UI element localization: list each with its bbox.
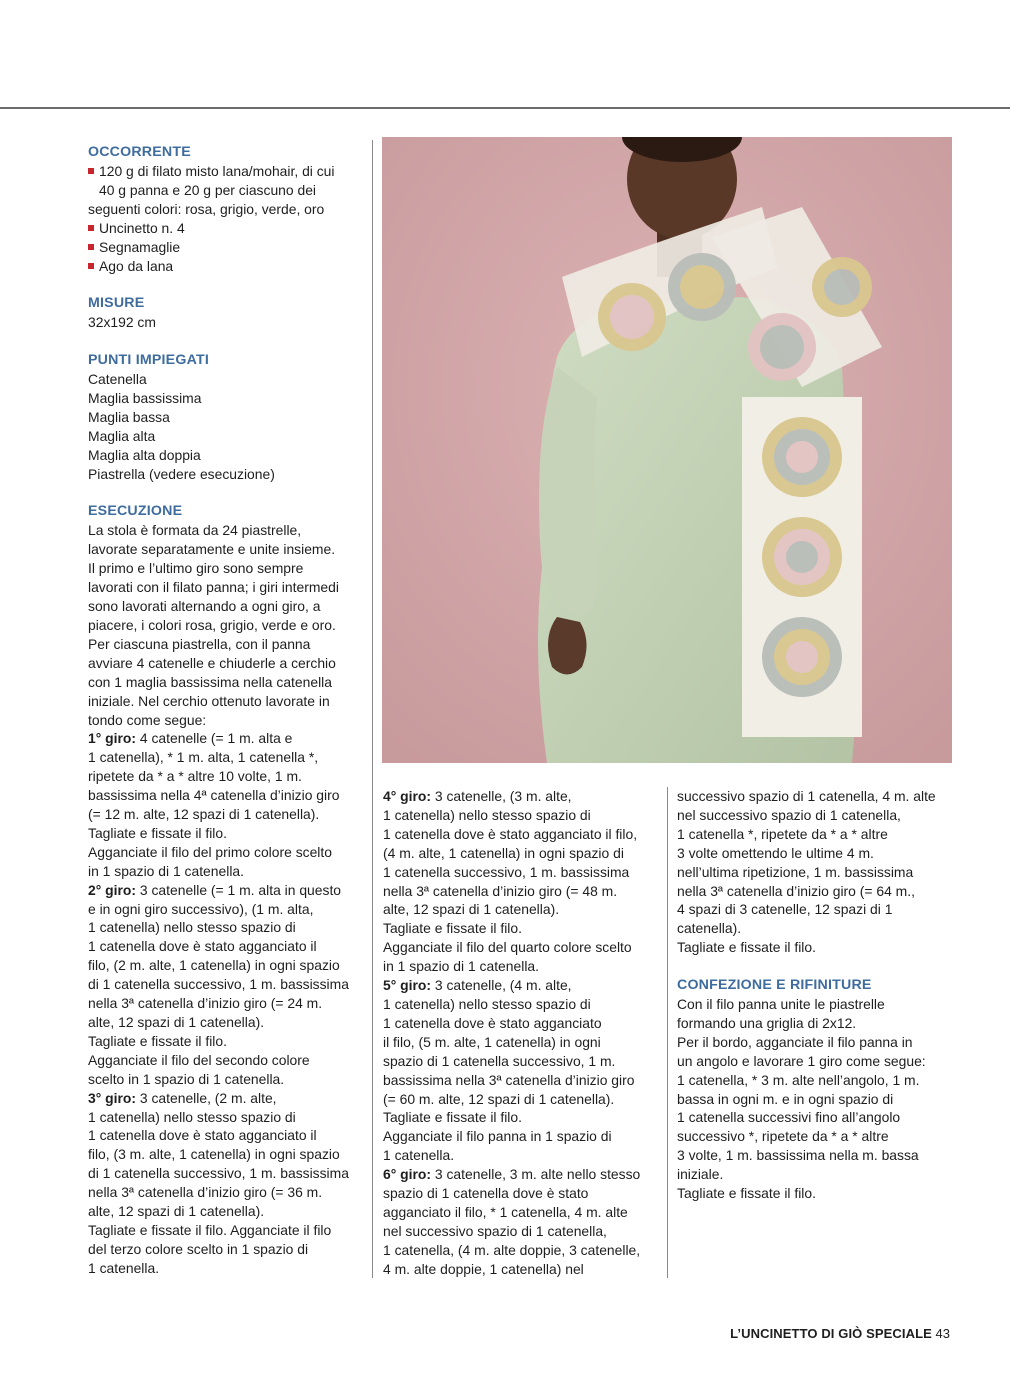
stitch-item: Maglia alta doppia	[88, 446, 201, 463]
text-line: 3 catenelle, 3 m. alte nello stesso	[431, 1166, 641, 1183]
stitch-item: Maglia alta	[88, 427, 156, 444]
text-line: Agganciate il filo del quarto colore scelto	[383, 939, 632, 956]
text-line: 1 catenella dove è stato agganciato il	[88, 1127, 317, 1144]
text-line: piacere, i colori rosa, grigio, verde e oro.	[88, 616, 336, 633]
stitch-item: Maglia bassissima	[88, 390, 202, 407]
text-line: formando una griglia di 2x12.	[677, 1014, 857, 1031]
text-line: Agganciate il filo panna in 1 spazio di	[383, 1128, 612, 1145]
text-line: avviare 4 catenelle e chiuderle a cerchio	[88, 654, 336, 671]
text-line: un angolo e lavorare 1 giro come segue:	[677, 1052, 926, 1069]
text-line: 1 catenella dove è stato agganciato il	[88, 938, 317, 955]
text-line: Tagliate e fissate il filo. Agganciate il filo	[88, 1221, 332, 1238]
text-line: (= 12 m. alte, 12 spazi di 1 catenella).	[88, 806, 320, 823]
text-line: 3 catenelle, (3 m. alte,	[431, 788, 572, 804]
text-line: 1 catenella) nello stesso spazio di	[383, 806, 591, 823]
text-line: nel successivo spazio di 1 catenella,	[677, 806, 901, 823]
text-line: 1 catenella, * 3 m. alte nell’angolo, 1 m.	[677, 1071, 920, 1088]
text-line: 1 catenella successivo, 1 m. bassissima	[383, 863, 630, 880]
heading-confezione: CONFEZIONE E RIFINITURE	[677, 977, 872, 994]
text-line: di 1 catenella successivo, 1 m. bassissima	[88, 1165, 349, 1182]
heading-occorrente: OCCORRENTE	[88, 144, 191, 160]
text-line: alte, 12 spazi di 1 catenella).	[88, 1014, 265, 1031]
text-line: Il primo e l’ultimo giro sono sempre	[88, 560, 304, 577]
text-line: Per il bordo, agganciate il filo panna in	[677, 1033, 913, 1050]
heading-esecuzione: ESECUZIONE	[88, 503, 183, 520]
text-line: Tagliate e fissate il filo.	[88, 824, 227, 841]
text-line: lavorati con il filato panna; i giri intermedi	[88, 579, 339, 596]
text-line: bassa in ogni m. e in ogni spazio di	[677, 1090, 894, 1107]
text-line: di 1 catenella successivo, 1 m. bassissima	[88, 976, 349, 993]
stitch-item: Maglia bassa	[88, 408, 170, 425]
heading-misure: MISURE	[88, 295, 145, 312]
text-line: successivo *, ripetete da * a * altre	[677, 1128, 889, 1145]
text-line: Agganciate il filo del secondo colore	[88, 1051, 310, 1068]
text-line: sono lavorati alternando a ogni giro, a	[88, 598, 321, 615]
column-right	[677, 787, 955, 1203]
text-line: 1 catenella successivi fino all’angolo	[677, 1109, 901, 1126]
round-3-label: 3° giro:	[88, 1089, 137, 1106]
text-line: (4 m. alte, 1 catenella) in ogni spazio di	[383, 844, 624, 861]
model-photo	[382, 137, 952, 763]
text-line: bassissima nella 3ª catenella d’inizio giro	[383, 1071, 635, 1088]
text-line: Tagliate e fissate il filo.	[383, 920, 522, 937]
text-line: agganciato il filo, * 1 catenella, 4 m. alte	[383, 1203, 628, 1220]
column-divider	[667, 787, 668, 1278]
text-line: nella 3ª catenella d’inizio giro (= 48 m.	[383, 882, 618, 899]
text-line: 4 spazi di 3 catenelle, 12 spazi di 1	[677, 901, 893, 918]
text-line: La stola è formata da 24 piastrelle,	[88, 522, 302, 539]
text-line: alte, 12 spazi di 1 catenella).	[383, 901, 560, 918]
text-line: del terzo colore scelto in 1 spazio di	[88, 1240, 309, 1257]
text-line: 1 catenella dove è stato agganciato il filo,	[383, 825, 638, 842]
text-line: Tagliate e fissate il filo.	[677, 1185, 816, 1202]
round-1-line	[88, 729, 366, 748]
text-line: nella 3ª catenella d’inizio giro (= 36 m.	[88, 1184, 323, 1201]
text-line: 1 catenella), * 1 m. alta, 1 catenella *,	[88, 749, 319, 766]
page-footer	[700, 1326, 950, 1342]
text-line: 3 catenelle, (2 m. alte,	[136, 1089, 277, 1106]
text-line: lavorate separatamente e unite insieme.	[88, 541, 336, 558]
round-5-label: 5° giro:	[383, 977, 432, 994]
text-line: bassissima nella 4ª catenella d’inizio giro	[88, 787, 340, 804]
text-line: 4 catenelle (= 1 m. alta e	[136, 730, 293, 747]
round-6-line	[383, 1165, 661, 1184]
column-left	[88, 143, 366, 1278]
round-6-label: 6° giro:	[383, 1166, 432, 1183]
text-line: e in ogni giro successivo), (1 m. alta,	[88, 900, 314, 917]
text-line: spazio di 1 catenella successivo, 1 m.	[383, 1052, 616, 1069]
text-line: (= 60 m. alte, 12 spazi di 1 catenella).	[383, 1090, 615, 1107]
text-line: 3 catenelle, (4 m. alte,	[431, 977, 572, 994]
text-line: 1 catenella.	[88, 1259, 160, 1276]
round-1-label: 1° giro:	[88, 730, 137, 747]
text-line: tondo come segue:	[88, 711, 207, 728]
text-line: 1 catenella) nello stesso spazio di	[383, 995, 591, 1012]
text-line: in 1 spazio di 1 catenella.	[88, 862, 244, 879]
list-item: Segnamaglie	[88, 238, 366, 257]
text-line: filo, (2 m. alte, 1 catenella) in ogni spazio	[88, 957, 340, 974]
text-line: nel successivo spazio di 1 catenella,	[383, 1222, 607, 1239]
text-line: 4 m. alte doppie, 1 catenella) nel	[383, 1260, 584, 1277]
text-line: nella 3ª catenella d’inizio giro (= 64 m.,	[677, 882, 915, 899]
text-line: 3 catenelle (= 1 m. alta in questo	[136, 881, 342, 898]
text-line: filo, (3 m. alte, 1 catenella) in ogni spazio	[88, 1146, 340, 1163]
text-line: Con il filo panna unite le piastrelle	[677, 996, 885, 1013]
magazine-title: L’UNCINETTO DI GIÒ SPECIALE	[730, 1326, 932, 1341]
text-line: Tagliate e fissate il filo.	[383, 1109, 522, 1126]
text-line: nella 3ª catenella d’inizio giro (= 24 m.	[88, 995, 323, 1012]
text-line: Agganciate il filo del primo colore scelto	[88, 843, 332, 860]
text-line: il filo, (5 m. alte, 1 catenella) in ogni	[383, 1033, 601, 1050]
text-line: nell’ultima ripetizione, 1 m. bassissima	[677, 863, 914, 880]
text-line: 1 catenella *, ripetete da * a * altre	[677, 825, 888, 842]
list-item: 120 g di filato misto lana/mohair, di cui	[88, 162, 366, 181]
text-line: Per ciascuna piastrella, con il panna	[88, 635, 311, 652]
text-line: Tagliate e fissate il filo.	[88, 1032, 227, 1049]
materials-list	[88, 162, 366, 275]
round-3-line	[88, 1089, 366, 1108]
text-line: scelto in 1 spazio di 1 catenella.	[88, 1070, 285, 1087]
text-line: successivo spazio di 1 catenella, 4 m. alte	[677, 788, 936, 804]
heading-punti: PUNTI IMPIEGATI	[88, 352, 209, 369]
text-line: 1 catenella, (4 m. alte doppie, 3 catenelle,	[383, 1241, 641, 1258]
stitch-item: Catenella	[88, 371, 147, 388]
round-4-line	[383, 787, 661, 806]
text-line: iniziale. Nel cerchio ottenuto lavorate in	[88, 692, 330, 709]
text-line: con 1 maglia bassissima nella catenella	[88, 673, 332, 690]
text-line: 3 volte omettendo le ultime 4 m.	[677, 844, 874, 861]
column-divider	[372, 140, 373, 1278]
list-item: Ago da lana	[88, 257, 366, 276]
round-2-line	[88, 881, 366, 900]
list-item: Uncinetto n. 4	[88, 219, 366, 238]
stitch-item: Piastrella (vedere esecuzione)	[88, 465, 275, 482]
text-line: 1 catenella) nello stesso spazio di	[88, 919, 296, 936]
measure-value: 32x192 cm	[88, 314, 156, 331]
page-number: 43	[935, 1326, 950, 1341]
text-line: iniziale.	[677, 1166, 724, 1183]
list-item-continuation: seguenti colori: rosa, grigio, verde, oro	[88, 200, 325, 217]
text-line: spazio di 1 catenella dove è stato	[383, 1185, 589, 1202]
text-line: in 1 spazio di 1 catenella.	[383, 958, 539, 975]
round-2-label: 2° giro:	[88, 881, 137, 898]
column-middle	[383, 787, 661, 1279]
text-line: catenella).	[677, 920, 742, 937]
text-line: 1 catenella.	[383, 1147, 455, 1164]
text-line: alte, 12 spazi di 1 catenella).	[88, 1203, 265, 1220]
text-line: 3 volte, 1 m. bassissima nella m. bassa	[677, 1147, 919, 1164]
top-rule	[0, 107, 1010, 109]
list-item-continuation: 40 g panna e 20 g per ciascuno dei	[99, 181, 317, 198]
round-4-label: 4° giro:	[383, 788, 432, 804]
round-5-line	[383, 976, 661, 995]
text-line: ripetete da * a * altre 10 volte, 1 m.	[88, 768, 302, 785]
text-line: Tagliate e fissate il filo.	[677, 939, 816, 956]
text-line: 1 catenella dove è stato agganciato	[383, 1014, 602, 1031]
text-line: 1 catenella) nello stesso spazio di	[88, 1108, 296, 1125]
